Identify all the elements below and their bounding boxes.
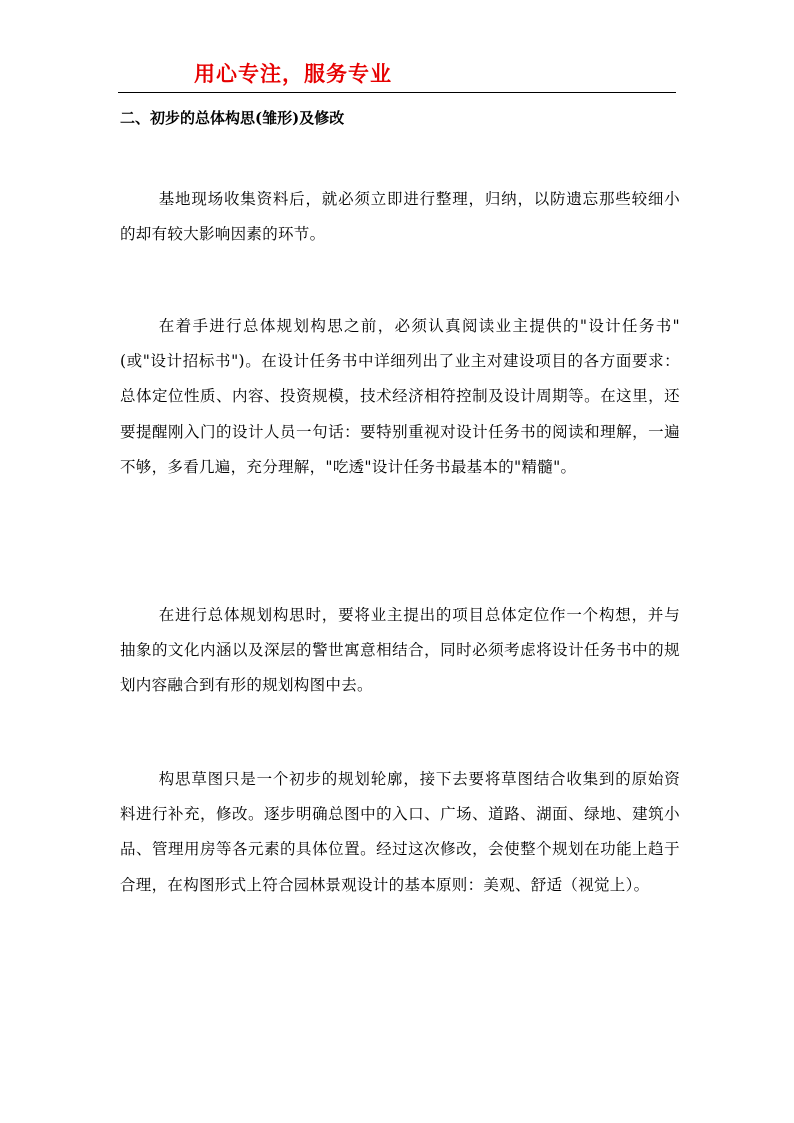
paragraph-4: 构思草图只是一个初步的规划轮廓，接下去要将草图结合收集到的原始资料进行补充，修改。逐步明确总图中的入口、广场、道路、湖面、绿地、建筑小品、管理用房等各元素的具体位置。经过这次修改，会使整个规划在功能上趋于合理，在构图形式上符合园林景观设计的基本原则：美观、舒适（视觉上）。 bbox=[120, 770, 680, 894]
paragraph-1: 基地现场收集资料后，就必须立即进行整理，归纳，以防遗忘那些较细小的却有较大影响因素的环节。 bbox=[120, 190, 680, 244]
header-slogan: 用心专注，服务专业 bbox=[194, 62, 392, 86]
page-header bbox=[118, 56, 676, 93]
paragraph-2: 在着手进行总体规划构思之前，必须认真阅读业主提供的"设计任务书"(或"设计招标书")。在设计任务书中详细列出了业主对建设项目的各方面要求：总体定位性质、内容、投资规模，技术经济相符控制及设计周期等。在这里，还要提醒刚入门的设计人员一句话：要特别重视对设计任务书的阅读和理解，一遍不够，多看几遍，充分理解，"吃透"设计任务书最基本的"精髓"。 bbox=[120, 317, 680, 476]
paragraph-3: 在进行总体规划构思时，要将业主提出的项目总体定位作一个构想，并与抽象的文化内涵以及深层的警世寓意相结合，同时必须考虑将设计任务书中的规划内容融合到有形的规划构图中去。 bbox=[120, 606, 680, 695]
section-heading: 二、初步的总体构思(雏形)及修改 bbox=[120, 109, 345, 127]
